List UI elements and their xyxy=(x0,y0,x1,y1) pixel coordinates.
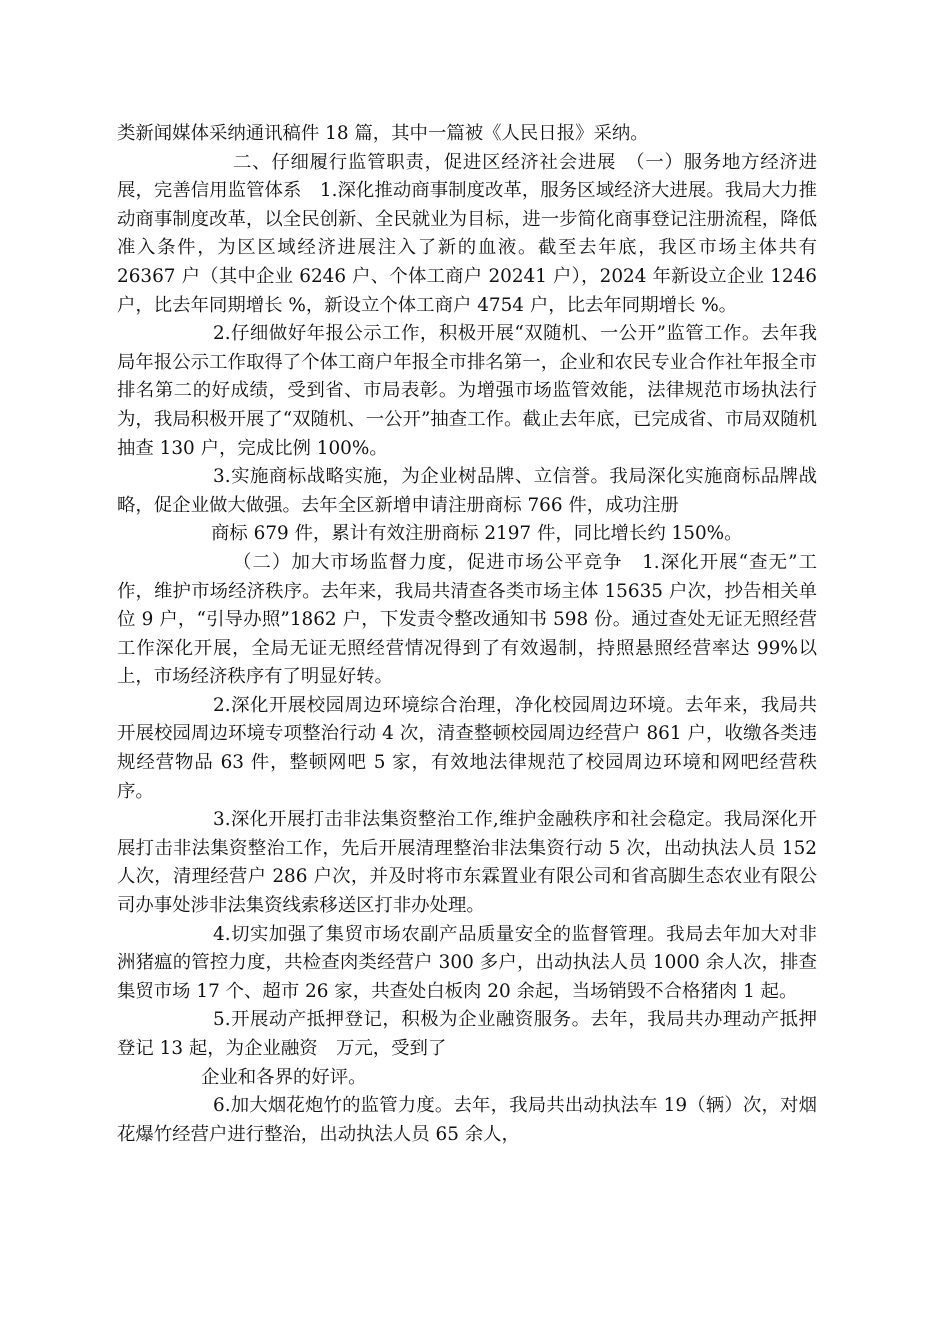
paragraph-market-supervision: （二）加大市场监督力度，促进市场公平竞争 1.深化开展“查无”工作，维护市场经济秩序。去年来，我局共清查各类市场主体 15635 户次，抄告相关单位 9 户，“引导办照”1862 户，下发责令整改通知书 598 份。通过查处无证无照经营工作深化开展，全局无证无照经营情况得到了有效遏制，持照悬照经营率达 99%以上，市场经济秩序有了明显好转。 xyxy=(117,551,817,688)
paragraph-market-food-safety: 4.切实加强了集贸市场农副产品质量安全的监督管理。我局去年加大对非洲猪瘟的管控力度，共检查肉类经营户 300 多户，出动执法人员 1000 余人次，排查集贸市场 17 个、超市 26 家，共查处白板肉 20 余起，当场销毁不合格猪肉 1 起。 xyxy=(117,923,817,1002)
paragraph-media-adoption: 类新闻媒体采纳通讯稿件 18 篇，其中一篇被《人民日报》采纳。 xyxy=(117,123,649,144)
paragraph-annual-report: 2.仔细做好年报公示工作，积极开展“双随机、一公开”监管工作。去年我局年报公示工作取得了个体工商户年报全市排名第一，企业和农民专业合作社年报全市排名第二的好成绩，受到省、市局表彰。为增强市场监管效能，法律规范市场执法行为，我局积极开展了“双随机、一公开”抽查工作。截止去年底，已完成省、市局双随机抽查 130 户，完成比例 100%。 xyxy=(117,323,817,459)
paragraph-trademark-strategy: 3.实施商标战略实施，为企业树品牌、立信誉。我局深化实施商标品牌战略，促企业做大做强。去年全区新增申请注册商标 766 件，成功注册 xyxy=(117,466,817,516)
paragraph-section-two-heading: 二、仔细履行监管职责，促进区经济社会进展 （一）服务地方经济进展，完善信用监管体系 1.深化推动商事制度改革，服务区域经济大进展。我局大力推动商事制度改革，以全民创新、全民就业为目标，进一步简化商事登记注册流程，降低准入条件，为区区域经济进展注入了新的血液。截至去年底，我区市场主体共有 26367 户（其中企业 6246 户、个体工商户 20241 户），2024 年新设立企业 1246 户，比去年同期增长 %，新设立个体工商户 4754 户，比去年同期增长 %。 xyxy=(117,151,817,316)
document-page xyxy=(117,120,817,1149)
paragraph-fireworks: 6.加大烟花炮竹的监管力度。去年，我局共出动执法车 19（辆）次，对烟花爆竹经营户进行整治，出动执法人员 65 余人， xyxy=(117,1095,817,1145)
paragraph-chattel-mortgage: 5.开展动产抵押登记，积极为企业融资服务。去年，我局共办理动产抵押登记 13 起，为企业融资 万元，受到了 xyxy=(117,1009,817,1059)
paragraph-trademark-count: 商标 679 件，累计有效注册商标 2197 件，同比增长约 150%。 xyxy=(211,523,743,545)
paragraph-campus-environment: 2.深化开展校园周边环境综合治理，净化校园周边环境。去年来，我局共开展校园周边环境专项整治行动 4 次，清查整顿校园周边经营户 861 户，收缴各类违规经营物品 63 件，整顿网吧 5 家，有效地法律规范了校园周边环境和网吧经营秩序。 xyxy=(117,694,817,802)
paragraph-illegal-fundraising: 3.深化开展打击非法集资整治工作,维护金融秩序和社会稳定。我局深化开展打击非法集资整治工作，先后开展清理整治非法集资行动 5 次，出动执法人员 152 人次，清理经营户 286 户次，并及时将市东霖置业有限公司和省高脚生态农业有限公司办事处涉非法集资线索移送区打非办处理。 xyxy=(117,809,817,917)
paragraph-praise: 企业和各界的好评。 xyxy=(201,1066,367,1088)
